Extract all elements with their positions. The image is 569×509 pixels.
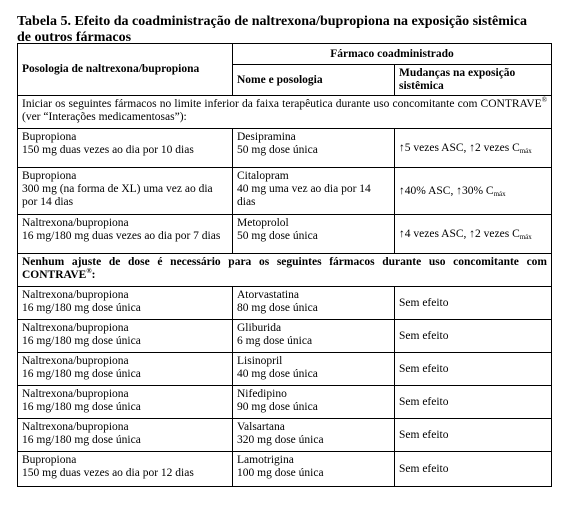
dosage-drug: Naltrexona/bupropiona <box>22 217 129 229</box>
drug-name: Lamotrigina <box>237 454 294 466</box>
dosage-cell <box>18 287 233 320</box>
drug-cell <box>233 287 395 320</box>
dosage-drug: Naltrexona/bupropiona <box>22 388 129 400</box>
dosage-cell <box>18 129 233 168</box>
drug-regimen: 80 mg dose única <box>237 302 318 314</box>
dosage-cell <box>18 320 233 353</box>
drug-name: Desipramina <box>237 131 296 143</box>
change-cell <box>395 215 552 254</box>
dosage-drug: Naltrexona/bupropiona <box>22 289 129 301</box>
drug-cell <box>233 452 395 487</box>
dosage-cell <box>18 353 233 386</box>
drug-regimen: 50 mg dose única <box>237 230 318 242</box>
caption-line-2: de outros fármacos <box>17 30 132 45</box>
change-cell: Sem efeito <box>395 419 552 452</box>
section-note-suffix: (ver “Interações medicamentosas”): <box>22 111 187 123</box>
drug-regimen: 40 mg uma vez ao dia por 14 <box>237 183 371 195</box>
registered-mark: ® <box>86 267 92 276</box>
drug-name: Gliburida <box>237 322 282 334</box>
drug-regimen: 320 mg dose única <box>237 434 324 446</box>
change-cell: Sem efeito <box>395 452 552 487</box>
drug-name: Lisinopril <box>237 355 283 367</box>
table-row <box>18 320 552 353</box>
registered-mark: ® <box>541 96 548 105</box>
drug-regimen: 100 mg dose única <box>237 467 324 479</box>
dosage-drug: Naltrexona/bupropiona <box>22 421 129 433</box>
cmax-subscript: máx <box>519 146 532 155</box>
change-text: ↑40% ASC, ↑30% C <box>399 184 494 197</box>
caption-line-1: Tabela 5. Efeito da coadministração de naltrexona/bupropiona na exposição sistêmica <box>17 14 527 29</box>
change-cell: Sem efeito <box>395 287 552 320</box>
dosage-cell <box>18 168 233 215</box>
drug-cell <box>233 168 395 215</box>
section-note-text: Nenhum ajuste de dose é necessário para os seguintes fármacos durante uso concomitante com CONTRAVE <box>22 256 548 281</box>
header-coadministered-group: Fármaco coadministrado <box>233 44 552 65</box>
dosage-cell <box>18 419 233 452</box>
drug-cell <box>233 419 395 452</box>
table-row <box>18 419 552 452</box>
dosage-regimen: 16 mg/180 mg dose única <box>22 368 141 380</box>
table-row <box>18 353 552 386</box>
change-cell: Sem efeito <box>395 353 552 386</box>
drug-name: Citalopram <box>237 170 289 182</box>
drug-cell <box>233 129 395 168</box>
drug-name: Metoprolol <box>237 217 289 229</box>
interaction-table <box>17 43 552 487</box>
drug-regimen: 50 mg dose única <box>237 144 318 156</box>
table-caption <box>17 14 551 46</box>
dosage-regimen: 150 mg duas vezes ao dia por 10 dias <box>22 144 194 156</box>
dosage-cell <box>18 386 233 419</box>
dosage-drug: Bupropiona <box>22 170 77 182</box>
drug-regimen: 6 mg dose única <box>237 335 313 347</box>
dosage-drug: Bupropiona <box>22 131 77 143</box>
dosage-cell <box>18 215 233 254</box>
change-cell <box>395 129 552 168</box>
change-text: ↑5 vezes ASC, ↑2 vezes C <box>399 141 520 154</box>
table-row <box>18 386 552 419</box>
dosage-regimen: 150 mg duas vezes ao dia por 12 dias <box>22 467 194 479</box>
change-cell: Sem efeito <box>395 386 552 419</box>
drug-cell <box>233 353 395 386</box>
drug-cell <box>233 215 395 254</box>
section-note-no-adjustment <box>18 254 552 287</box>
dosage-drug: Naltrexona/bupropiona <box>22 355 129 367</box>
dosage-regimen: 16 mg/180 mg dose única <box>22 434 141 446</box>
dosage-regimen: 16 mg/180 mg dose única <box>22 335 141 347</box>
drug-regimen: 40 mg dose única <box>237 368 318 380</box>
section-note-text: Iniciar os seguintes fármacos no limite inferior da faixa terapêutica durante uso concomitante com CONTRAVE <box>22 98 542 110</box>
dosage-duration: por 14 dias <box>22 196 74 208</box>
change-cell: Sem efeito <box>395 320 552 353</box>
table-row <box>18 452 552 487</box>
dosage-drug: Naltrexona/bupropiona <box>22 322 129 334</box>
dosage-regimen: 16 mg/180 mg duas vezes ao dia por 7 dias <box>22 230 221 242</box>
dosage-cell <box>18 452 233 487</box>
header-dosage: Posologia de naltrexona/bupropiona <box>18 44 233 96</box>
table-row <box>18 129 552 168</box>
dosage-regimen: 300 mg (na forma de XL) uma vez ao dia <box>22 183 213 195</box>
drug-cell <box>233 320 395 353</box>
drug-name: Nifedipino <box>237 388 287 400</box>
dosage-regimen: 16 mg/180 mg dose única <box>22 401 141 413</box>
drug-name: Valsartana <box>237 421 285 433</box>
drug-regimen: 90 mg dose única <box>237 401 318 413</box>
table-row <box>18 215 552 254</box>
section-note-start-low <box>18 96 552 129</box>
cmax-subscript: máx <box>493 189 506 198</box>
header-exposure-change: Mudanças na exposição sistêmica <box>395 65 552 96</box>
cmax-subscript: máx <box>519 232 532 241</box>
header-name-dosage: Nome e posologia <box>233 65 395 96</box>
table-row <box>18 168 552 215</box>
table-row <box>18 287 552 320</box>
drug-cell <box>233 386 395 419</box>
section-note-suffix: : <box>91 269 96 281</box>
drug-duration: dias <box>237 196 256 208</box>
drug-name: Atorvastatina <box>237 289 299 301</box>
dosage-regimen: 16 mg/180 mg dose única <box>22 302 141 314</box>
change-text: ↑4 vezes ASC, ↑2 vezes C <box>399 227 520 240</box>
dosage-drug: Bupropiona <box>22 454 77 466</box>
change-cell <box>395 168 552 215</box>
